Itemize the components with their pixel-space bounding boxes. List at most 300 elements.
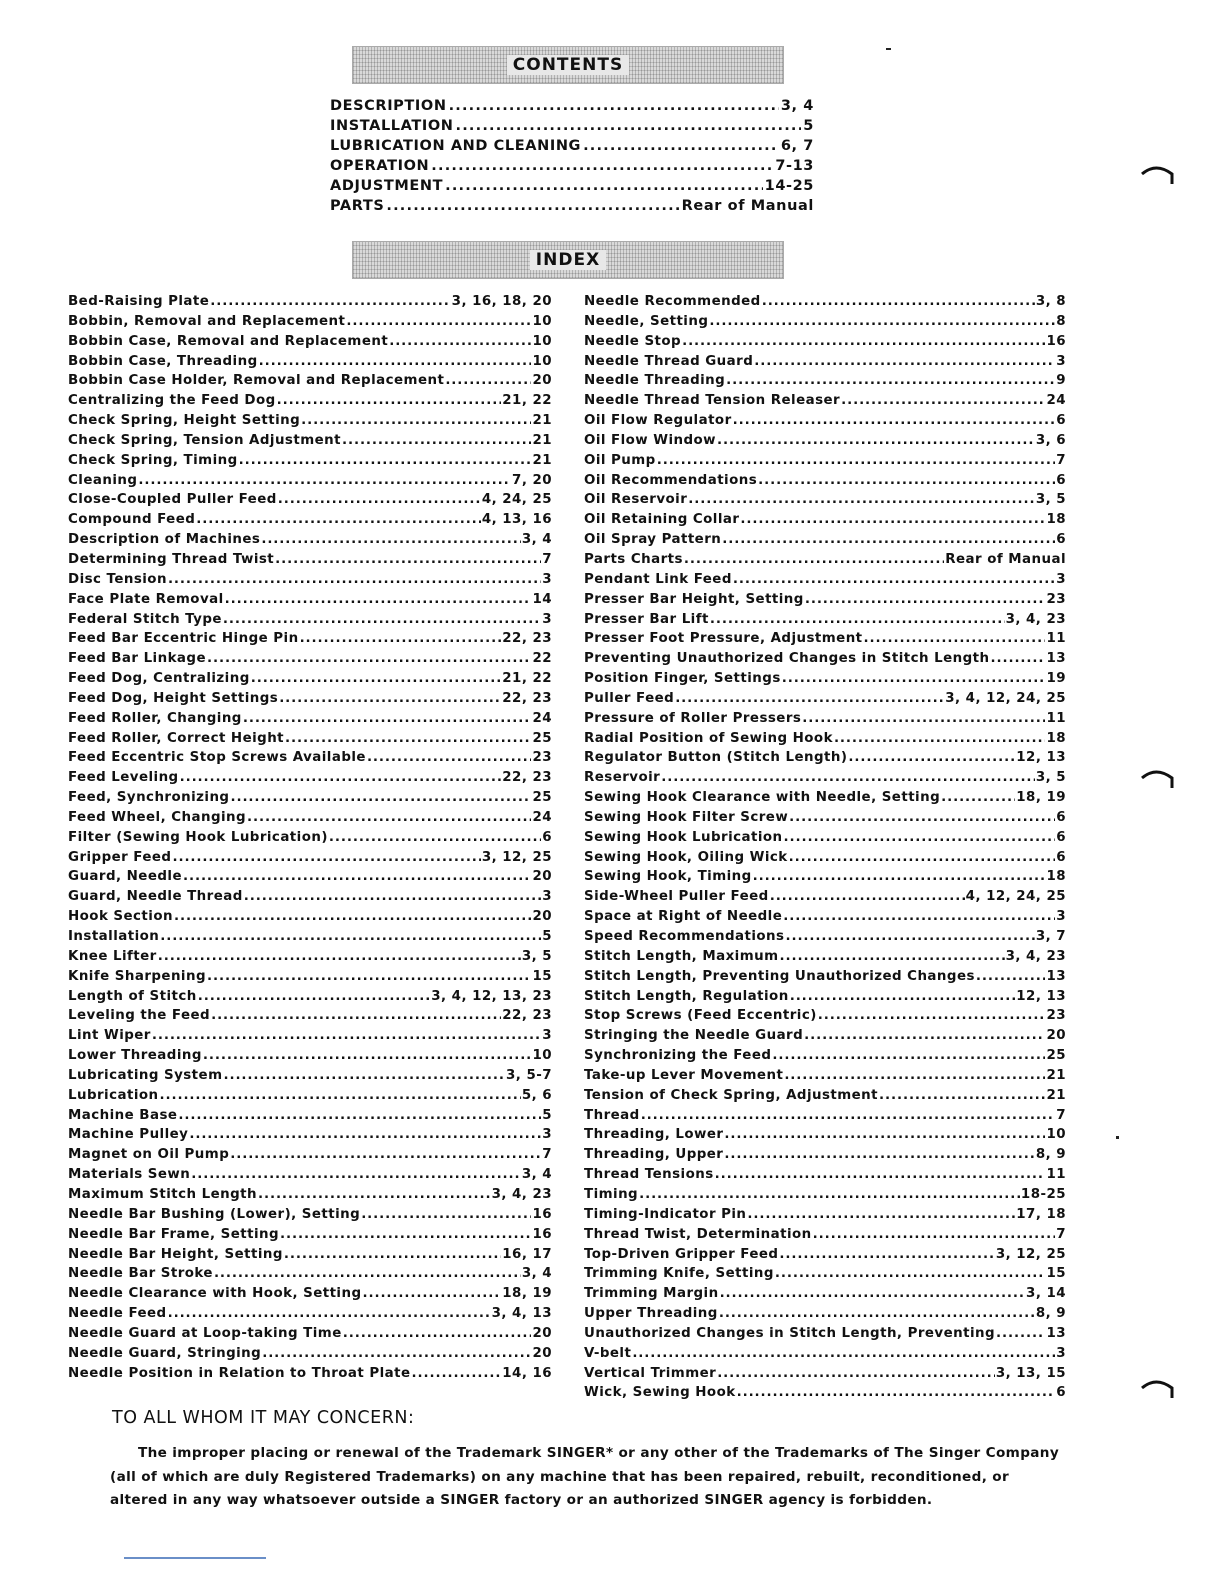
binding-hole-mark-top bbox=[1140, 164, 1174, 180]
index-entry bbox=[584, 431, 1066, 451]
index-entry bbox=[68, 748, 552, 768]
page-ref: 3, 4, 23 bbox=[491, 1186, 552, 1202]
contents-entry bbox=[330, 136, 814, 156]
page-ref: 24 bbox=[532, 710, 552, 726]
entry-label: Oil Reservoir bbox=[584, 492, 688, 508]
page-ref: 13 bbox=[1046, 968, 1066, 984]
dot-leader bbox=[367, 748, 532, 767]
entry-label: Knee Lifter bbox=[68, 948, 157, 964]
page-ref: 3 bbox=[542, 1127, 552, 1143]
entry-label: Feed Dog, Height Settings bbox=[68, 690, 279, 706]
page-ref: 25 bbox=[532, 790, 552, 806]
index-entry bbox=[584, 669, 1066, 689]
entry-label: Wick, Sewing Hook bbox=[584, 1385, 736, 1401]
page-ref: 3, 5 bbox=[1035, 492, 1066, 508]
dot-leader bbox=[720, 1284, 1025, 1303]
dot-leader bbox=[661, 768, 1035, 787]
index-entry bbox=[68, 1304, 552, 1324]
index-entry bbox=[68, 1106, 552, 1126]
index-entry bbox=[68, 669, 552, 689]
index-left-column bbox=[68, 292, 552, 1383]
page-ref: 6 bbox=[1056, 1385, 1066, 1401]
dot-leader bbox=[160, 1086, 521, 1105]
page-ref: 4, 12, 24, 25 bbox=[965, 889, 1066, 905]
index-entry bbox=[584, 1046, 1066, 1066]
dot-leader bbox=[386, 196, 679, 216]
page-ref: 24 bbox=[1046, 393, 1066, 409]
dot-leader bbox=[152, 1026, 541, 1045]
dot-leader bbox=[991, 649, 1046, 668]
page-ref: 3, 4, 23 bbox=[1005, 611, 1066, 627]
index-entry bbox=[68, 391, 552, 411]
entry-label: Feed Bar Eccentric Hinge Pin bbox=[68, 631, 299, 647]
contents-entry bbox=[330, 156, 814, 176]
index-entry bbox=[68, 1006, 552, 1026]
index-entry bbox=[68, 1165, 552, 1185]
dot-leader bbox=[196, 510, 481, 529]
entry-label: Needle Bar Bushing (Lower), Setting bbox=[68, 1206, 361, 1222]
entry-label: Sewing Hook Lubrication bbox=[584, 829, 783, 845]
entry-label: Oil Flow Window bbox=[584, 432, 716, 448]
page-ref: 3, 4 bbox=[521, 1266, 552, 1282]
dot-leader bbox=[275, 550, 541, 569]
dot-leader bbox=[346, 312, 531, 331]
dot-leader bbox=[715, 1165, 1046, 1184]
scan-speck bbox=[1116, 1136, 1119, 1139]
index-entry bbox=[584, 1324, 1066, 1344]
dot-leader bbox=[223, 610, 541, 629]
page-ref: 10 bbox=[1046, 1127, 1066, 1143]
dot-leader bbox=[230, 788, 531, 807]
index-entry bbox=[68, 808, 552, 828]
entry-label: Presser Bar Height, Setting bbox=[584, 591, 804, 607]
notice-heading: TO ALL WHOM IT MAY CONCERN: bbox=[112, 1408, 415, 1428]
index-entry bbox=[584, 768, 1066, 788]
page-ref: 14-25 bbox=[764, 178, 814, 194]
index-entry bbox=[68, 887, 552, 907]
entry-label: Synchronizing the Feed bbox=[584, 1048, 772, 1064]
entry-label: Materials Sewn bbox=[68, 1167, 191, 1183]
dot-leader bbox=[203, 1046, 532, 1065]
page-ref: 25 bbox=[532, 730, 552, 746]
index-entry bbox=[584, 927, 1066, 947]
index-entry bbox=[584, 1185, 1066, 1205]
index-entry bbox=[68, 828, 552, 848]
entry-label: Regulator Button (Stitch Length) bbox=[584, 750, 848, 766]
dot-leader bbox=[772, 1046, 1045, 1065]
entry-label: Description of Machines bbox=[68, 532, 261, 548]
entry-label: Check Spring, Tension Adjustment bbox=[68, 432, 341, 448]
entry-label: Bobbin, Removal and Replacement bbox=[68, 313, 346, 329]
page-ref: 10 bbox=[532, 333, 552, 349]
index-entry bbox=[584, 907, 1066, 927]
index-entry bbox=[584, 371, 1066, 391]
index-entry bbox=[584, 1165, 1066, 1185]
entry-label: Take-up Lever Movement bbox=[584, 1067, 784, 1083]
entry-label: Feed Leveling bbox=[68, 770, 179, 786]
dot-leader bbox=[818, 1006, 1046, 1025]
dot-leader bbox=[753, 867, 1046, 886]
page-ref: 21, 22 bbox=[502, 671, 552, 687]
index-entry bbox=[584, 490, 1066, 510]
dot-leader bbox=[762, 292, 1035, 311]
index-entry bbox=[584, 808, 1066, 828]
page-ref: 7 bbox=[1056, 452, 1066, 468]
entry-label: Radial Position of Sewing Hook bbox=[584, 730, 833, 746]
index-entry bbox=[68, 1145, 552, 1165]
dot-leader bbox=[722, 530, 1055, 549]
entry-label: Trimming Knife, Setting bbox=[584, 1266, 774, 1282]
index-entry bbox=[68, 371, 552, 391]
page-ref: 7, 20 bbox=[512, 472, 552, 488]
page-ref: 5 bbox=[542, 929, 552, 944]
index-entry bbox=[68, 927, 552, 947]
page-ref: 7 bbox=[1056, 1226, 1066, 1242]
index-entry bbox=[68, 947, 552, 967]
page-ref: 21 bbox=[532, 452, 552, 468]
dot-leader bbox=[789, 848, 1056, 867]
dot-leader bbox=[277, 391, 502, 410]
dot-leader bbox=[941, 788, 1015, 807]
entry-label: Feed Roller, Correct Height bbox=[68, 730, 285, 746]
dot-leader bbox=[848, 748, 1015, 767]
page-ref: 3, 12, 25 bbox=[481, 849, 552, 865]
contents-banner bbox=[352, 46, 784, 84]
index-entry bbox=[584, 1205, 1066, 1225]
entry-label: Oil Flow Regulator bbox=[584, 413, 732, 429]
page-ref: 3 bbox=[1056, 1345, 1066, 1361]
entry-label: Needle Thread Tension Releaser bbox=[584, 393, 841, 409]
index-entry bbox=[584, 1264, 1066, 1284]
entry-label: Feed Bar Linkage bbox=[68, 651, 206, 667]
dot-leader bbox=[813, 1225, 1056, 1244]
page-ref: 3, 4, 23 bbox=[1005, 948, 1066, 964]
page-ref: 3, 4, 13 bbox=[491, 1306, 552, 1322]
index-entry bbox=[68, 610, 552, 630]
index-entry bbox=[584, 510, 1066, 530]
index-entry bbox=[68, 1125, 552, 1145]
index-entry bbox=[68, 550, 552, 570]
entry-label: Maximum Stitch Length bbox=[68, 1186, 257, 1202]
index-entry bbox=[584, 887, 1066, 907]
index-entry bbox=[584, 451, 1066, 471]
index-entry bbox=[68, 312, 552, 332]
page-ref: 4, 13, 16 bbox=[481, 512, 552, 528]
dot-leader bbox=[259, 352, 532, 371]
entry-label: Oil Retaining Collar bbox=[584, 512, 740, 528]
index-entry bbox=[584, 1106, 1066, 1126]
dot-leader bbox=[389, 332, 531, 351]
dot-leader bbox=[804, 1026, 1045, 1045]
dot-leader bbox=[717, 431, 1035, 450]
page-ref: 22, 23 bbox=[502, 1008, 552, 1024]
entry-label: Lint Wiper bbox=[68, 1028, 151, 1044]
entry-label: Cleaning bbox=[68, 472, 138, 488]
index-entry bbox=[584, 1006, 1066, 1026]
dot-leader bbox=[198, 987, 431, 1006]
index-entry bbox=[584, 629, 1066, 649]
dot-leader bbox=[244, 887, 541, 906]
entry-label: Speed Recommendations bbox=[584, 929, 785, 944]
page-ref: 8 bbox=[1056, 313, 1066, 329]
entry-label: Thread Tensions bbox=[584, 1167, 714, 1183]
index-entry bbox=[68, 1205, 552, 1225]
entry-label: Needle Feed bbox=[68, 1306, 167, 1322]
blue-rule bbox=[124, 1557, 266, 1559]
dot-leader bbox=[361, 1205, 531, 1224]
index-entry bbox=[584, 391, 1066, 411]
index-entry bbox=[68, 907, 552, 927]
dot-leader bbox=[343, 1324, 532, 1343]
entry-label: Oil Recommendations bbox=[584, 472, 758, 488]
page-ref: 3 bbox=[542, 611, 552, 627]
page-ref: 6 bbox=[1056, 849, 1066, 865]
entry-label: Sewing Hook Clearance with Needle, Setting bbox=[584, 790, 941, 806]
dot-leader bbox=[719, 1304, 1035, 1323]
dot-leader bbox=[726, 371, 1055, 390]
dot-leader bbox=[834, 729, 1046, 748]
dot-leader bbox=[724, 1145, 1034, 1164]
dot-leader bbox=[207, 649, 531, 668]
binding-hole-mark-bottom bbox=[1140, 1378, 1174, 1394]
index-entry bbox=[584, 987, 1066, 1007]
entry-label: Sewing Hook, Timing bbox=[584, 869, 752, 885]
dot-leader bbox=[261, 530, 520, 549]
entry-label: Needle Bar Height, Setting bbox=[68, 1246, 283, 1262]
entry-label: Needle Threading bbox=[584, 373, 726, 389]
page-ref: 3 bbox=[1056, 571, 1066, 587]
entry-label: Position Finger, Settings bbox=[584, 671, 781, 687]
dot-leader bbox=[754, 352, 1055, 371]
dot-leader bbox=[230, 1145, 541, 1164]
dot-leader bbox=[211, 1006, 501, 1025]
page-ref: 7 bbox=[542, 551, 552, 567]
dot-leader bbox=[445, 371, 531, 390]
index-entry bbox=[584, 1145, 1066, 1165]
dot-leader bbox=[138, 471, 511, 490]
entry-label: Bobbin Case, Threading bbox=[68, 353, 258, 369]
entry-label: Timing bbox=[584, 1186, 639, 1202]
notice-body-text: The improper placing or renewal of the Trademark SINGER* or any other of the Trademarks of The Singer Company (all of which are duly Registered Trademarks) on any machine that has been repaired, rebuilt, reconditioned, or altered in any way whatsoever outside a SINGER factory or an authorized SINGER agency is forbidden. bbox=[110, 1445, 1060, 1508]
dot-leader bbox=[329, 828, 541, 847]
page-ref: 16 bbox=[532, 1226, 552, 1242]
dot-leader bbox=[189, 1125, 541, 1144]
entry-label: Parts Charts bbox=[584, 551, 683, 567]
index-entry bbox=[68, 1344, 552, 1364]
page-ref: 23 bbox=[532, 750, 552, 766]
index-entry bbox=[584, 828, 1066, 848]
entry-label: ADJUSTMENT bbox=[330, 178, 444, 194]
page-ref: 8, 9 bbox=[1035, 1306, 1066, 1322]
page-ref: 21 bbox=[532, 413, 552, 429]
page-ref: 6, 7 bbox=[780, 138, 814, 154]
dot-leader bbox=[717, 1364, 995, 1383]
entry-label: Determining Thread Twist bbox=[68, 551, 275, 567]
entry-label: Guard, Needle Thread bbox=[68, 889, 243, 905]
page-ref: 20 bbox=[532, 373, 552, 389]
index-entry bbox=[584, 1026, 1066, 1046]
page-ref: 20 bbox=[532, 1325, 552, 1341]
entry-label: Oil Spray Pattern bbox=[584, 532, 722, 548]
page-ref: 18 bbox=[1046, 512, 1066, 528]
page-ref: 20 bbox=[532, 1345, 552, 1361]
binding-hole-mark-middle bbox=[1140, 768, 1174, 784]
index-entry bbox=[68, 570, 552, 590]
index-entry bbox=[584, 709, 1066, 729]
page-ref: 23 bbox=[1046, 591, 1066, 607]
page-ref: 11 bbox=[1046, 710, 1066, 726]
page-ref: 11 bbox=[1046, 631, 1066, 647]
entry-label: Pendant Link Feed bbox=[584, 571, 732, 587]
page-ref: 16 bbox=[1046, 333, 1066, 349]
page-ref: 3, 4, 12, 24, 25 bbox=[945, 690, 1066, 706]
page-ref: 3, 4 bbox=[521, 532, 552, 548]
dot-leader bbox=[243, 709, 532, 728]
index-entry bbox=[68, 867, 552, 887]
entry-label: Needle Position in Relation to Throat Plate bbox=[68, 1365, 411, 1381]
entry-label: Oil Pump bbox=[584, 452, 656, 468]
dot-leader bbox=[779, 1245, 994, 1264]
dot-leader bbox=[770, 887, 965, 906]
index-entry bbox=[68, 848, 552, 868]
page-ref: 18 bbox=[1046, 869, 1066, 885]
entry-label: Stringing the Needle Guard bbox=[584, 1028, 804, 1044]
index-entry bbox=[68, 411, 552, 431]
dot-leader bbox=[180, 768, 502, 787]
dot-leader bbox=[733, 570, 1055, 589]
dot-leader bbox=[583, 136, 779, 156]
index-entry bbox=[68, 1046, 552, 1066]
entry-label: DESCRIPTION bbox=[330, 98, 447, 114]
entry-label: Feed, Synchronizing bbox=[68, 790, 230, 806]
page-ref: 6 bbox=[1056, 532, 1066, 548]
index-entry bbox=[68, 1066, 552, 1086]
dot-leader bbox=[737, 1383, 1056, 1402]
index-entry bbox=[584, 1225, 1066, 1245]
dot-leader bbox=[879, 1086, 1045, 1105]
dot-leader bbox=[684, 550, 944, 569]
contents-entry bbox=[330, 176, 814, 196]
entry-label: Bobbin Case Holder, Removal and Replacement bbox=[68, 373, 445, 389]
page-ref: 14, 16 bbox=[502, 1365, 552, 1381]
entry-label: Pressure of Roller Pressers bbox=[584, 710, 802, 726]
page-ref: 3, 7 bbox=[1035, 929, 1066, 944]
entry-label: Hook Section bbox=[68, 909, 173, 925]
dot-leader bbox=[362, 1284, 501, 1303]
entry-label: Close-Coupled Puller Feed bbox=[68, 492, 277, 508]
entry-label: Tension of Check Spring, Adjustment bbox=[584, 1087, 879, 1103]
index-entry bbox=[68, 1264, 552, 1284]
dot-leader bbox=[802, 709, 1045, 728]
page-ref: 21 bbox=[1046, 1087, 1066, 1103]
dot-leader bbox=[262, 1344, 531, 1363]
entry-label: Presser Foot Pressure, Adjustment bbox=[584, 631, 863, 647]
entry-label: Thread Twist, Determination bbox=[584, 1226, 812, 1242]
index-entry bbox=[68, 1225, 552, 1245]
page-ref: 9 bbox=[1056, 373, 1066, 389]
notice-body bbox=[110, 1442, 1060, 1513]
index-entry bbox=[584, 649, 1066, 669]
index-entry bbox=[584, 729, 1066, 749]
dot-leader bbox=[223, 1066, 505, 1085]
index-entry bbox=[584, 312, 1066, 332]
page-ref: 3, 13, 15 bbox=[995, 1365, 1066, 1381]
page-ref: 5, 6 bbox=[521, 1087, 552, 1103]
dot-leader bbox=[789, 808, 1055, 827]
dot-leader bbox=[191, 1165, 521, 1184]
index-entry bbox=[68, 1245, 552, 1265]
page-ref: 21 bbox=[1046, 1067, 1066, 1083]
index-entry bbox=[68, 629, 552, 649]
index-entry bbox=[584, 590, 1066, 610]
entry-label: Presser Bar Lift bbox=[584, 611, 709, 627]
page-ref: 20 bbox=[532, 909, 552, 925]
page-ref: 4, 24, 25 bbox=[481, 492, 552, 508]
dot-leader bbox=[632, 1344, 1055, 1363]
index-banner bbox=[352, 241, 784, 279]
entry-label: Lubricating System bbox=[68, 1067, 223, 1083]
entry-label: Face Plate Removal bbox=[68, 591, 224, 607]
index-entry bbox=[68, 530, 552, 550]
index-entry bbox=[68, 788, 552, 808]
page-ref: 16, 17 bbox=[502, 1246, 552, 1262]
dot-leader bbox=[688, 490, 1035, 509]
entry-label: Bobbin Case, Removal and Replacement bbox=[68, 333, 389, 349]
page-ref: 3, 12, 25 bbox=[995, 1246, 1066, 1262]
contents-entry bbox=[330, 96, 814, 116]
entry-label: Threading, Upper bbox=[584, 1147, 724, 1163]
index-entry bbox=[584, 550, 1066, 570]
index-entry bbox=[68, 649, 552, 669]
entry-label: Needle Stop bbox=[584, 333, 682, 349]
page-ref: Rear of Manual bbox=[681, 198, 814, 214]
page-ref: 5 bbox=[542, 1107, 552, 1123]
entry-label: Feed Dog, Centralizing bbox=[68, 671, 250, 687]
dot-leader bbox=[279, 689, 501, 708]
dot-leader bbox=[783, 907, 1055, 926]
entry-label: Stop Screws (Feed Eccentric) bbox=[584, 1008, 817, 1024]
entry-label: V-belt bbox=[584, 1345, 632, 1361]
entry-label: Reservoir bbox=[584, 770, 661, 786]
dot-leader bbox=[675, 689, 944, 708]
dot-leader bbox=[445, 176, 763, 196]
index-entry bbox=[68, 1284, 552, 1304]
page-ref: 3, 4, 12, 13, 23 bbox=[431, 988, 552, 1004]
dot-leader bbox=[247, 808, 531, 827]
page-ref: 20 bbox=[1046, 1028, 1066, 1044]
entry-label: INSTALLATION bbox=[330, 118, 454, 134]
entry-label: Puller Feed bbox=[584, 690, 675, 706]
entry-label: Needle Thread Guard bbox=[584, 353, 754, 369]
page-ref: 18, 19 bbox=[502, 1286, 552, 1302]
entry-label: Magnet on Oil Pump bbox=[68, 1147, 230, 1163]
dot-leader bbox=[709, 312, 1055, 331]
dot-leader bbox=[758, 471, 1055, 490]
index-entry bbox=[584, 848, 1066, 868]
entry-label: Knife Sharpening bbox=[68, 968, 206, 984]
entry-label: Centralizing the Feed Dog bbox=[68, 393, 276, 409]
entry-label: Needle Bar Stroke bbox=[68, 1266, 213, 1282]
dot-leader bbox=[178, 1106, 541, 1125]
page-ref: 7 bbox=[1056, 1107, 1066, 1123]
page-ref: 10 bbox=[532, 1048, 552, 1064]
index-entry bbox=[68, 431, 552, 451]
page-ref: 3, 6 bbox=[1035, 432, 1066, 448]
dot-leader bbox=[342, 431, 531, 450]
page-ref: 22, 23 bbox=[502, 770, 552, 786]
index-entry bbox=[584, 1066, 1066, 1086]
dot-leader bbox=[657, 451, 1056, 470]
